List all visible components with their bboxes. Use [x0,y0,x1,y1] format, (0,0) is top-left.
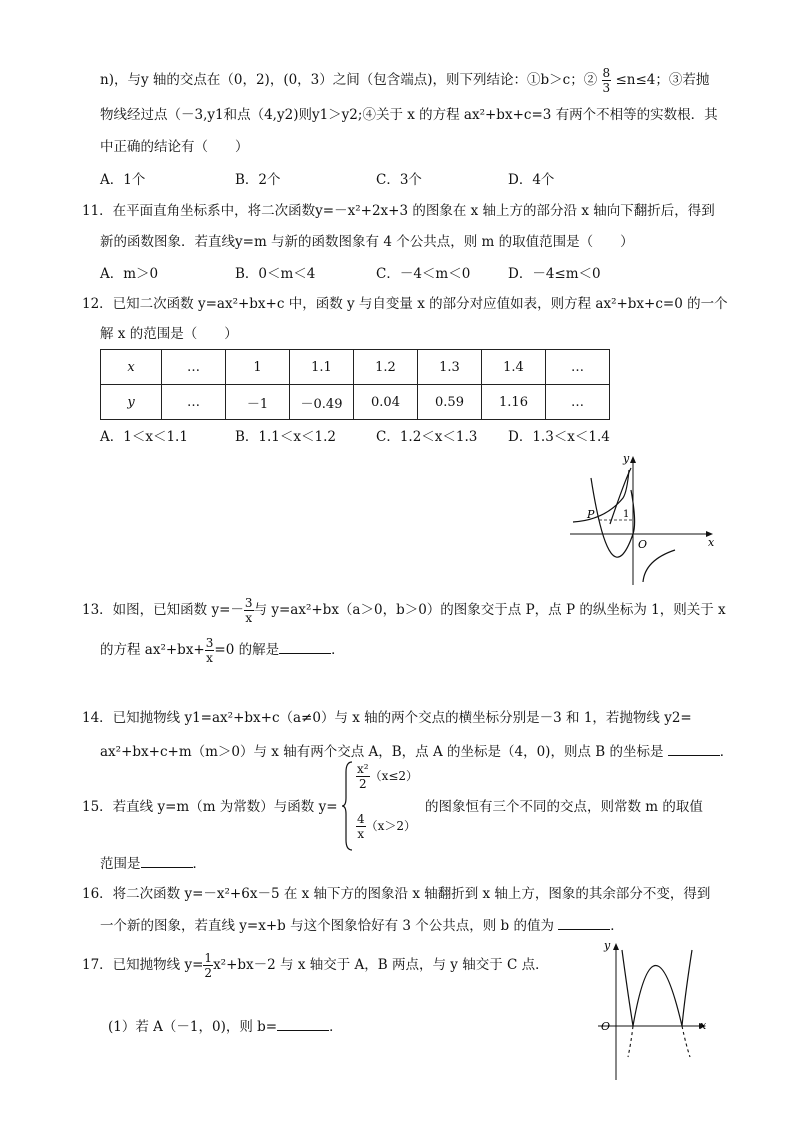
q12-option-b: B．1.1＜x＜1.2 [235,429,336,445]
q17-sub1-text: (1）若 A（－1，0)，则 b= [108,1019,278,1035]
hyperbola-right-branch [643,550,675,582]
answer-blank[interactable] [277,1016,329,1031]
hyperbola-left-branch [573,470,629,522]
q10-option-b: B．2个 [235,172,281,188]
piece-1 [356,762,418,791]
frac-den: 2 [358,777,367,791]
q14-line2-end: ． [719,744,734,760]
table-cell: －0.49 [290,385,354,420]
q13-fraction-1 [244,596,254,625]
q11-option-d: D．－4≤m＜0 [508,266,601,282]
q12-option-d: D．1.3＜x＜1.4 [508,429,610,445]
q16-line2 [100,915,624,936]
frac-num: 4 [357,812,365,826]
q15-line1a: 15．若直线 y=m（m 为常数）与函数 y= [82,799,338,815]
q14-line2-text: ax²+bx+c+m（m＞0）与 x 轴有两个交点 A，B，点 A 的坐标是（4，0)，则点 B 的坐标是 [100,744,664,760]
q16-line2-end: ． [610,918,624,934]
frac-den: x [206,651,213,665]
q15-line2-text: 范围是 [100,856,141,872]
q10-line1 [100,66,709,95]
x-axis-label: x [708,536,715,549]
piece1-fraction [356,762,370,791]
x-axis-label: x [700,1019,707,1032]
q15-line2 [100,853,206,874]
frac-num: 3 [205,636,214,650]
q17-sub1 [108,1016,343,1037]
piecewise-function [342,760,424,852]
q14-line2 [100,741,733,762]
frac-den: x [357,827,365,841]
frac-num: 3 [244,596,253,610]
frac-den: 2 [204,966,213,980]
q13-fraction-2 [205,636,215,665]
q17-line1-tail: x²+bx－2 与 x 轴交于 A，B 两点，与 y 轴交于 C 点． [213,957,549,973]
q15-line2-end: ． [192,856,206,872]
table-cell: 1 [226,350,290,385]
table-cell: … [546,350,610,385]
q13-line2-mid: =0 的解是 [214,642,280,658]
q14-line1: 14．已知抛物线 y1=ax²+bx+c（a≠0）与 x 轴的两个交点的横坐标分别是－3 和 1，若抛物线 y2= [82,710,692,726]
q10-line2: 物线经过点（－3,y1和点（4,y2)则y1＞y2;④关于 x 的方程 ax²+bx+c=3 有两个不相等的实数根．其 [100,107,718,123]
table-cell: … [162,350,226,385]
q10-option-c: C．3个 [376,172,422,188]
piece2-fraction [356,812,366,841]
y-axis-label: y [623,452,630,465]
q15-line1b: 的图象恒有三个不同的交点，则常数 m 的取值 [425,799,703,815]
q12-option-c: C．1.2＜x＜1.3 [376,429,478,445]
table-cell: 1.2 [354,350,418,385]
table-cell: 1.16 [482,385,546,420]
q10-fraction [602,66,612,95]
q12-option-a: A．1＜x＜1.1 [100,429,188,445]
frac-num: x² [357,762,369,776]
parabola-dashed-right [682,1026,690,1057]
table-cell: 1.3 [418,350,482,385]
y-axis-arrow [630,456,636,463]
piece1-condition: （x≤2） [369,769,419,783]
table-row [101,350,610,385]
table-cell: x [101,350,162,385]
table-cell: 0.04 [354,385,418,420]
q10-line1-text: n)，与y 轴的交点在（0，2)，(0，3）之间（包含端点)，则下列结论：①b＞c；② [100,72,598,88]
q17-line1 [82,951,549,980]
table-cell: … [546,385,610,420]
answer-blank[interactable] [668,741,720,756]
q13-line1-text: 13．如图，已知函数 y=－ [82,602,244,618]
table-cell: －1 [226,385,290,420]
answer-blank[interactable] [558,915,610,930]
q11-line1: 11．在平面直角坐标系中，将二次函数y=－x²+2x+3 的图象在 x 轴上方的部分沿 x 轴向下翻折后，得到 [82,203,715,219]
parabola-dashed-left [628,1026,633,1057]
table-cell: … [162,385,226,420]
table-cell: 0.59 [418,385,482,420]
point-p-label: P [587,508,595,521]
q11-line2: 新的函数图象．若直线y=m 与新的函数图象有 4 个公共点，则 m 的取值范围是（ ） [100,234,634,250]
q10-frac-num: 8 [602,66,611,80]
q10-line3: 中正确的结论有（ ） [100,139,249,155]
piece-2 [356,812,416,841]
q11-option-c: C．－4＜m＜0 [376,266,471,282]
q10-line1-tail: ≤n≤4；③若抛 [615,72,710,88]
q17-sub1-end: ． [329,1019,343,1035]
q13-line2 [100,636,345,665]
q13-graph [565,450,720,590]
origin-label: O [638,538,648,551]
parabola-solid [622,950,692,1026]
q13-line1-tail: 与 y=ax²+bx（a＞0，b＞0）的图象交于点 P，点 P 的纵坐标为 1，则关于 x [253,602,726,618]
q17-fraction [203,951,213,980]
q10-option-a: A．1个 [100,172,146,188]
brace-icon [342,760,354,852]
answer-blank[interactable] [141,853,193,868]
q10-option-d: D．4个 [508,172,555,188]
origin-label: O [601,1020,611,1033]
q12-line2: 解 x 的范围是（ ） [100,326,238,342]
table-cell: y [101,385,162,420]
q13-line2-end: ． [331,642,345,658]
q13-line1 [82,596,726,625]
frac-num: 1 [204,951,213,965]
q11-option-b: B．0＜m＜4 [235,266,316,282]
answer-blank[interactable] [279,639,331,654]
q12-line1: 12．已知二次函数 y=ax²+bx+c 中，函数 y 与自变量 x 的部分对应值如表，则方程 ax²+bx+c=0 的一个 [82,296,728,312]
q11-option-a: A．m＞0 [100,266,159,282]
y-axis-label: y [604,939,611,952]
q10-frac-den: 3 [602,81,611,95]
table-row [101,385,610,420]
one-label: 1 [623,509,630,520]
value-table [100,349,610,420]
q17-graph [590,935,715,1085]
table-cell: 1.4 [482,350,546,385]
q17-line1-text: 17．已知抛物线 y= [82,957,204,973]
q16-line1: 16．将二次函数 y=－x²+6x－5 在 x 轴下方的图象沿 x 轴翻折到 x 轴上方，图象的其余部分不变，得到 [82,886,711,902]
piece2-condition: （x＞2） [365,819,417,833]
y-axis-arrow [613,943,619,950]
frac-den: x [245,611,253,625]
q16-line2-text: 一个新的图象，若直线 y=x+b 与这个图象恰好有 3 个公共点，则 b 的值为 [100,918,554,934]
table-cell: 1.1 [290,350,354,385]
q13-line2-text: 的方程 ax²+bx+ [100,642,205,658]
